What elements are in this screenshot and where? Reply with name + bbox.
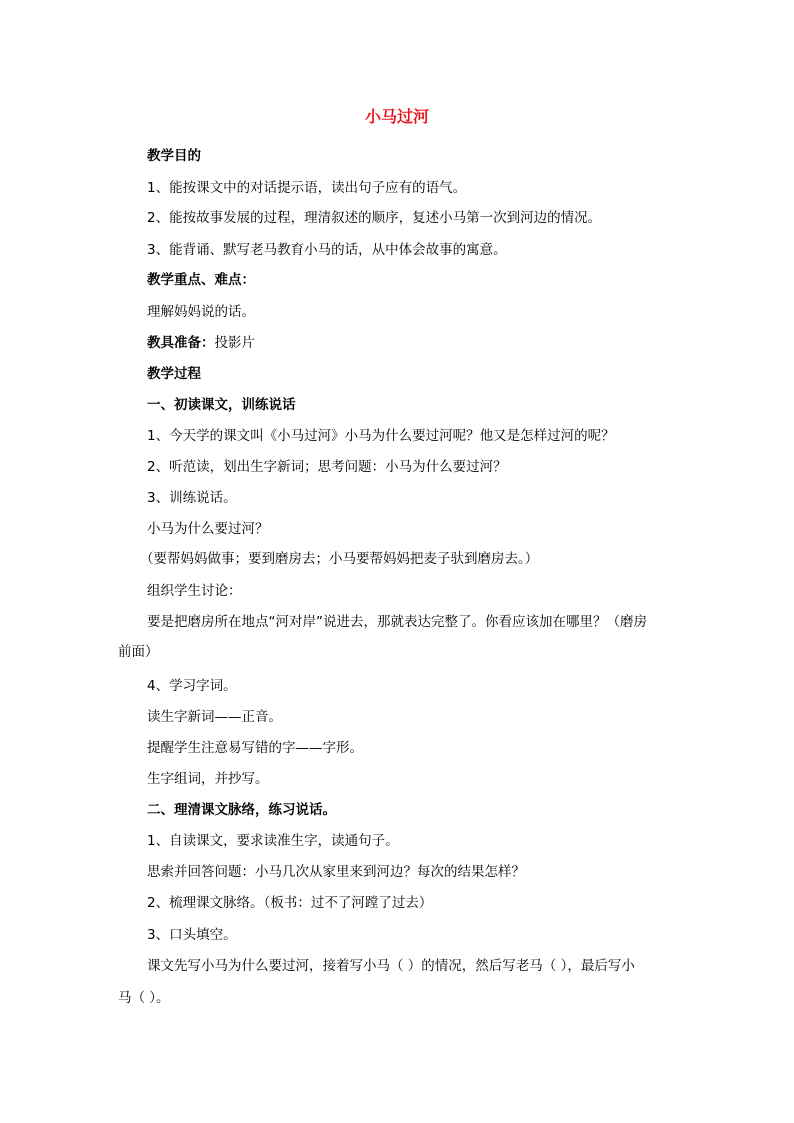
tools-line — [147, 333, 255, 353]
part2-item-1: 1、自读课文，要求读准生字，读通句子。 — [147, 833, 399, 849]
part1-long-line-2: 前面） — [118, 644, 159, 660]
part1-remind: 提醒学生注意易写错的字——字形。 — [147, 740, 363, 756]
part1-long-line-1: 要是把磨房所在地点“河对岸”说进去，那就表达完整了。你看应该加在哪里？（磨房 — [147, 614, 647, 630]
part2-fill-line-1: 课文先写小马为什么要过河，接着写小马（ ）的情况，然后写老马（ ），最后写小 — [147, 958, 635, 974]
part1-question: 小马为什么要过河？ — [147, 521, 269, 537]
part1-read: 读生字新词——正音。 — [147, 709, 282, 725]
part2-think: 思索并回答问题：小马几次从家里来到河边？每次的结果怎样？ — [147, 864, 525, 880]
part1-discuss: 组织学生讨论： — [147, 583, 242, 599]
part1-item-3: 3、训练说话。 — [147, 490, 237, 506]
process-heading: 教学过程 — [147, 366, 201, 382]
part1-item-4: 4、学习字词。 — [147, 678, 237, 694]
part1-answer: （要帮妈妈做事；要到磨房去；小马要帮妈妈把麦子驮到磨房去。） — [140, 551, 539, 567]
part2-item-2: 2、梳理课文脉络。（板书：过不了河蹚了过去） — [147, 895, 433, 911]
goal-heading: 教学目的 — [147, 148, 201, 164]
part1-copy: 生字组词，并抄写。 — [147, 771, 269, 787]
tools-value: 投影片 — [214, 335, 255, 351]
part2-item-3: 3、口头填空。 — [147, 927, 237, 943]
document-title: 小马过河 — [364, 107, 429, 126]
part1-item-1: 1、今天学的课文叫《小马过河》小马为什么要过河呢？他又是怎样过河的呢？ — [147, 428, 615, 444]
part2-heading: 二、理清课文脉络，练习说话。 — [147, 802, 336, 818]
goal-item-3: 3、能背诵、默写老马教育小马的话，从中体会故事的寓意。 — [147, 242, 507, 258]
part2-fill-line-2: 马（ ）。 — [118, 990, 170, 1006]
goal-item-1: 1、能按课文中的对话提示语，读出句子应有的语气。 — [147, 180, 467, 196]
goal-item-2: 2、能按故事发展的过程，理清叙述的顺序，复述小马第一次到河边的情况。 — [147, 210, 602, 226]
part1-heading: 一、初读课文，训练说话 — [147, 397, 296, 413]
tools-label: 教具准备： — [147, 335, 215, 351]
part1-item-2: 2、听范读，划出生字新词；思考问题：小马为什么要过河？ — [147, 459, 507, 475]
key-heading: 教学重点、难点： — [147, 272, 255, 288]
key-text: 理解妈妈说的话。 — [147, 304, 255, 320]
